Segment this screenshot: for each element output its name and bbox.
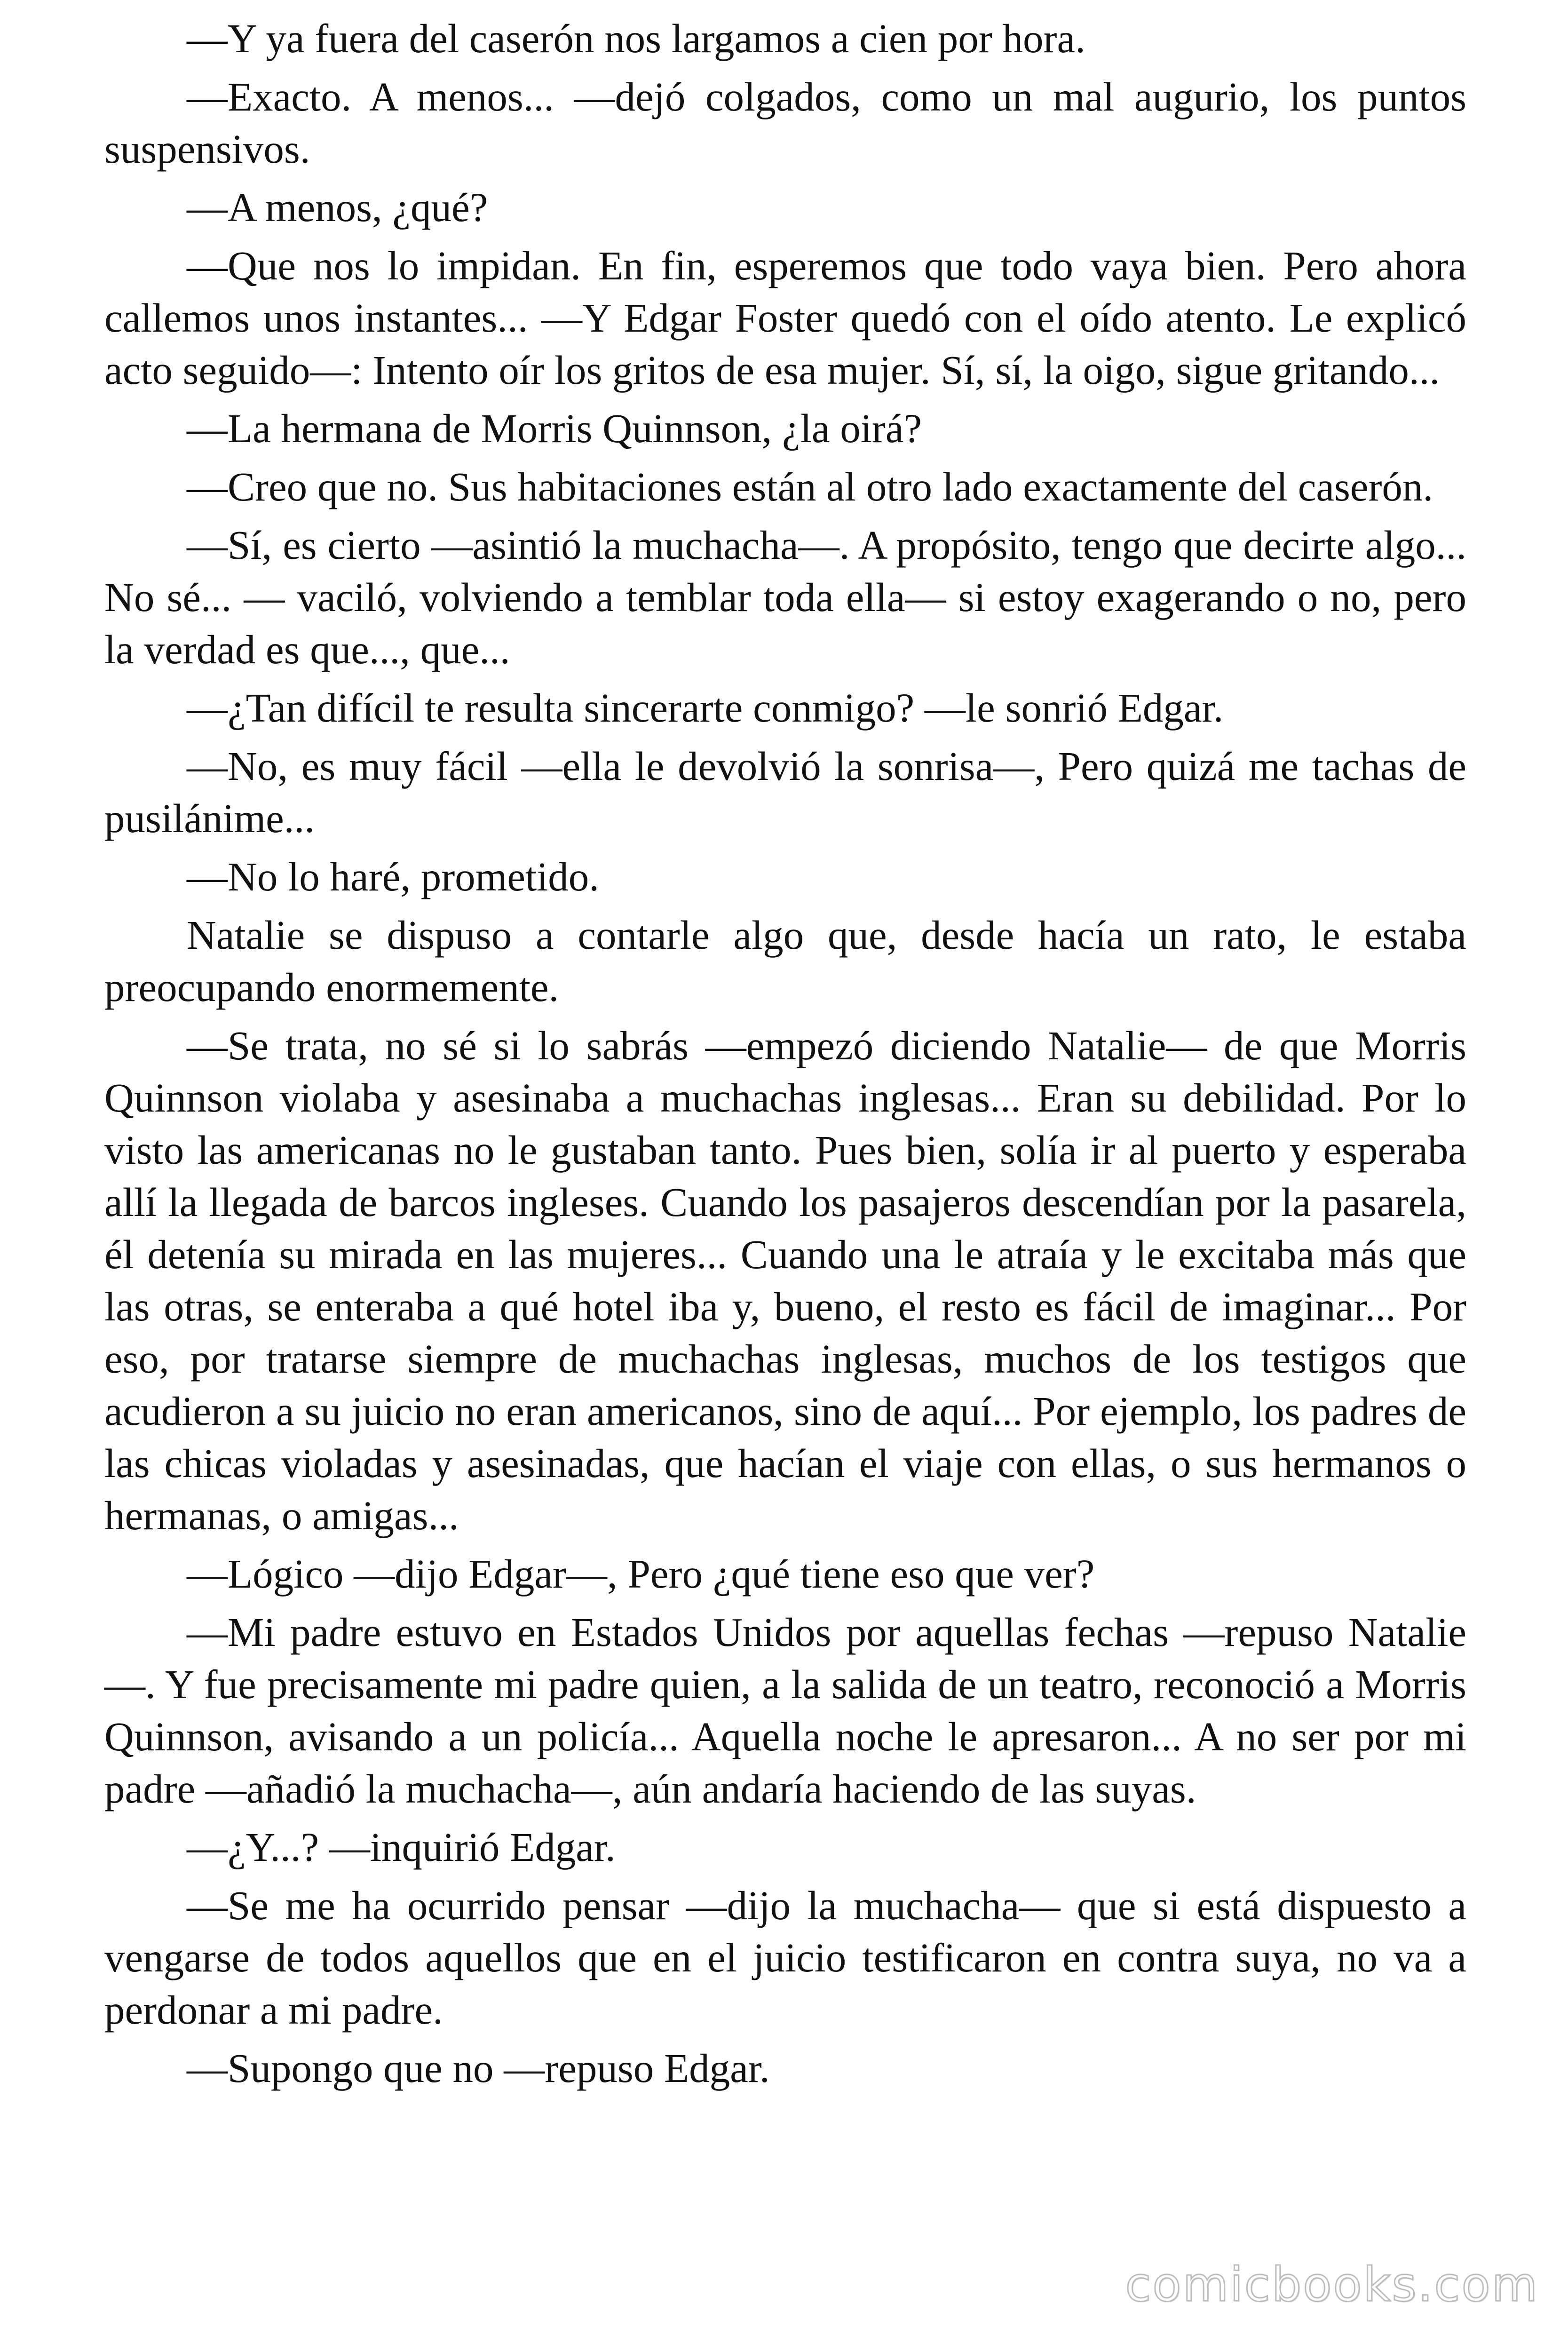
paragraph: —La hermana de Morris Quinnson, ¿la oirá? bbox=[187, 405, 922, 451]
paragraph: —¿Y...? —inquirió Edgar. bbox=[187, 1824, 616, 1870]
paragraph: —Exacto. A menos... —dejó colgados, como un mal augurio, los puntos suspensivos. bbox=[104, 74, 1466, 172]
paragraph: —Mi padre estuvo en Estados Unidos por aquellas fechas —repuso Natalie—. Y fue precisamente mi padre quien, a la salida de un teatro, reconoció a Morris Quinnson, avisando a un policía... Aquella noche le apresaron... A no ser por mi padre —añadió la muchacha—, aún andaría haciendo de las suyas. bbox=[104, 1609, 1466, 1812]
paragraph: —Supongo que no —repuso Edgar. bbox=[187, 2045, 770, 2091]
paragraph: —Se trata, no sé si lo sabrás —empezó diciendo Natalie— de que Morris Quinnson violaba y asesinaba a muchachas inglesas... Eran su debilidad. Por lo visto las americanas no le gustaban tanto. Pues bien, solía ir al puerto y esperaba allí la llegada de barcos ingleses. Cuando los pasajeros descendían por la pasarela, él detenía su mirada en las mujeres... Cuando una le atraía y le excitaba más que las otras, se enteraba a qué hotel iba y, bueno, el resto es fácil de imaginar... Por eso, por tratarse siempre de muchachas inglesas, muchos de los testigos que acudieron a su juicio no eran americanos, sino de aquí... Por ejemplo, los padres de las chicas violadas y asesinadas, que hacían el viaje con ellas, o sus hermanos o hermanas, o amigas... bbox=[104, 1023, 1466, 1538]
paragraph: —A menos, ¿qué? bbox=[187, 184, 488, 230]
paragraph: —Sí, es cierto —asintió la muchacha—. A propósito, tengo que decirte algo... No sé... — vaciló, volviendo a temblar toda ella— si estoy exagerando o no, pero la verdad es que..., que... bbox=[104, 522, 1466, 672]
paragraph: —Creo que no. Sus habitaciones están al otro lado exactamente del caserón. bbox=[187, 464, 1433, 509]
paragraph: —¿Tan difícil te resulta sincerarte conmigo? —le sonrió Edgar. bbox=[187, 685, 1224, 731]
paragraph: —No lo haré, prometido. bbox=[187, 854, 600, 899]
paragraph: Natalie se dispuso a contarle algo que, desde hacía un rato, le estaba preocupando enormemente. bbox=[104, 912, 1466, 1010]
watermark: comicbooks.com bbox=[1125, 2257, 1539, 2312]
book-page-text bbox=[104, 12, 1466, 2100]
paragraph: —Se me ha ocurrido pensar —dijo la muchacha— que si está dispuesto a vengarse de todos aquellos que en el juicio testificaron en contra suya, no va a perdonar a mi padre. bbox=[104, 1883, 1466, 2033]
paragraph: —Lógico —dijo Edgar—, Pero ¿qué tiene eso que ver? bbox=[187, 1551, 1095, 1597]
paragraph: —No, es muy fácil —ella le devolvió la sonrisa—, Pero quizá me tachas de pusilánime... bbox=[104, 743, 1466, 841]
paragraph: —Que nos lo impidan. En fin, esperemos que todo vaya bien. Pero ahora callemos unos instantes... —Y Edgar Foster quedó con el oído atento. Le explicó acto seguido—: Intento oír los gritos de esa mujer. Sí, sí, la oigo, sigue gritando... bbox=[104, 243, 1466, 393]
paragraph: —Y ya fuera del caserón nos largamos a cien por hora. bbox=[187, 16, 1085, 61]
